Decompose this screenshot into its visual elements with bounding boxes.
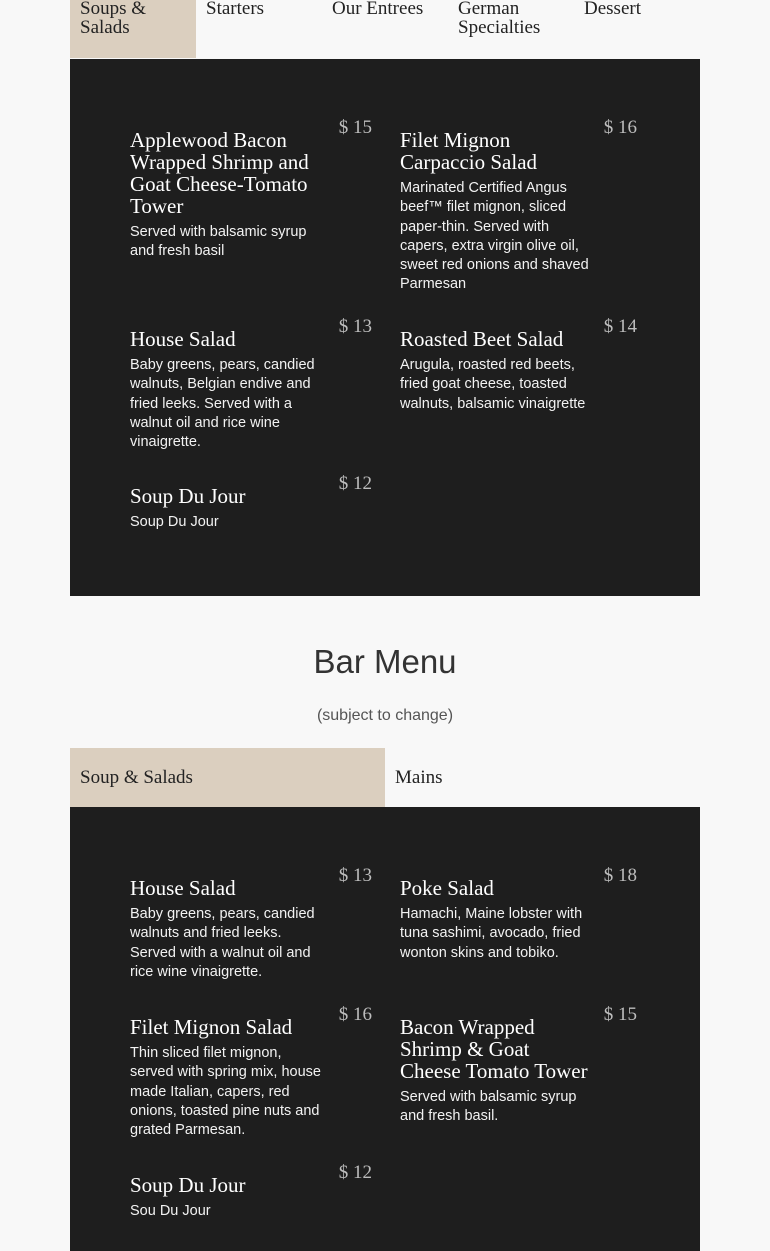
bar-menu-tabs [70, 748, 700, 807]
item-description: Hamachi, Maine lobster with tuna sashimi, avocado, fried wonton skins and tobiko. [400, 906, 583, 961]
item-price: $ 16 [603, 117, 637, 138]
item-name: Soup Du Jour [130, 484, 246, 508]
tab-soups-salads[interactable]: Soups & Salads [70, 0, 196, 58]
menu-item [130, 473, 372, 532]
tab-starters[interactable]: Starters [206, 0, 265, 19]
menu-item [130, 316, 372, 452]
item-price: $ 13 [338, 865, 372, 886]
item-name: Filet Mignon Carpaccio Salad [400, 128, 538, 174]
item-name: Poke Salad [400, 876, 494, 900]
item-name: Applewood Bacon Wrapped Shrimp and Goat Cheese-Tomato Tower [130, 128, 309, 218]
item-description: Served with balsamic syrup and fresh basil. [400, 1089, 577, 1125]
item-description: Arugula, roasted red beets, fried goat cheese, toasted walnuts, balsamic vinaigrette [400, 357, 586, 412]
item-description: Soup Du Jour [130, 514, 219, 530]
item-price: $ 18 [603, 865, 637, 886]
item-name: Filet Mignon Salad [130, 1015, 293, 1039]
menu-item [400, 865, 637, 963]
dinner-menu-panel [70, 59, 700, 596]
menu-item [130, 117, 372, 262]
menu-item [400, 316, 637, 414]
item-name: Bacon Wrapped Shrimp & Goat Cheese Tomato Tower [400, 1015, 588, 1083]
menu-item [400, 117, 637, 295]
tab-dessert[interactable]: Dessert [584, 0, 641, 19]
menu-item [130, 1004, 372, 1140]
item-description: Marinated Certified Angus beef™ filet mignon, sliced paper-thin. Served with capers, extra virgin olive oil, sweet red onions and shaved Parmesan [400, 180, 589, 293]
menu-item [400, 1004, 637, 1127]
item-price: $ 13 [338, 316, 372, 337]
item-description: Served with balsamic syrup and fresh basil [130, 224, 307, 260]
item-price: $ 12 [338, 473, 372, 494]
item-name: House Salad [130, 327, 236, 351]
item-price: $ 12 [338, 1162, 372, 1183]
menu-item [130, 1162, 372, 1221]
menu-item [130, 865, 372, 982]
item-price: $ 14 [603, 316, 637, 337]
item-description: Baby greens, pears, candied walnuts, Belgian endive and fried leeks. Served with a walnut oil and rice wine vinaigrette. [130, 357, 315, 451]
item-price: $ 15 [603, 1004, 637, 1025]
tab-soup-salads[interactable]: Soup & Salads [70, 748, 385, 807]
item-name: Soup Du Jour [130, 1173, 246, 1197]
tab-mains[interactable]: Mains [395, 767, 443, 788]
bar-menu-panel [70, 807, 700, 1251]
item-name: House Salad [130, 876, 236, 900]
tab-german-specialties[interactable]: German Specialties [458, 0, 541, 38]
item-description: Baby greens, pears, candied walnuts and fried leeks. Served with a walnut oil and rice wine vinaigrette. [130, 906, 315, 980]
tab-our-entrees[interactable]: Our Entrees [332, 0, 424, 19]
item-name: Roasted Beet Salad [400, 327, 564, 351]
dinner-menu-tabs [70, 0, 700, 59]
item-description: Thin sliced filet mignon, served with spring mix, house made Italian, capers, red onions, toasted pine nuts and grated Parmesan. [130, 1045, 321, 1139]
item-description: Sou Du Jour [130, 1203, 211, 1219]
bar-menu-title: Bar Menu [313, 643, 457, 680]
item-price: $ 16 [338, 1004, 372, 1025]
item-price: $ 15 [338, 117, 372, 138]
bar-menu-subtitle: (subject to change) [316, 707, 454, 724]
